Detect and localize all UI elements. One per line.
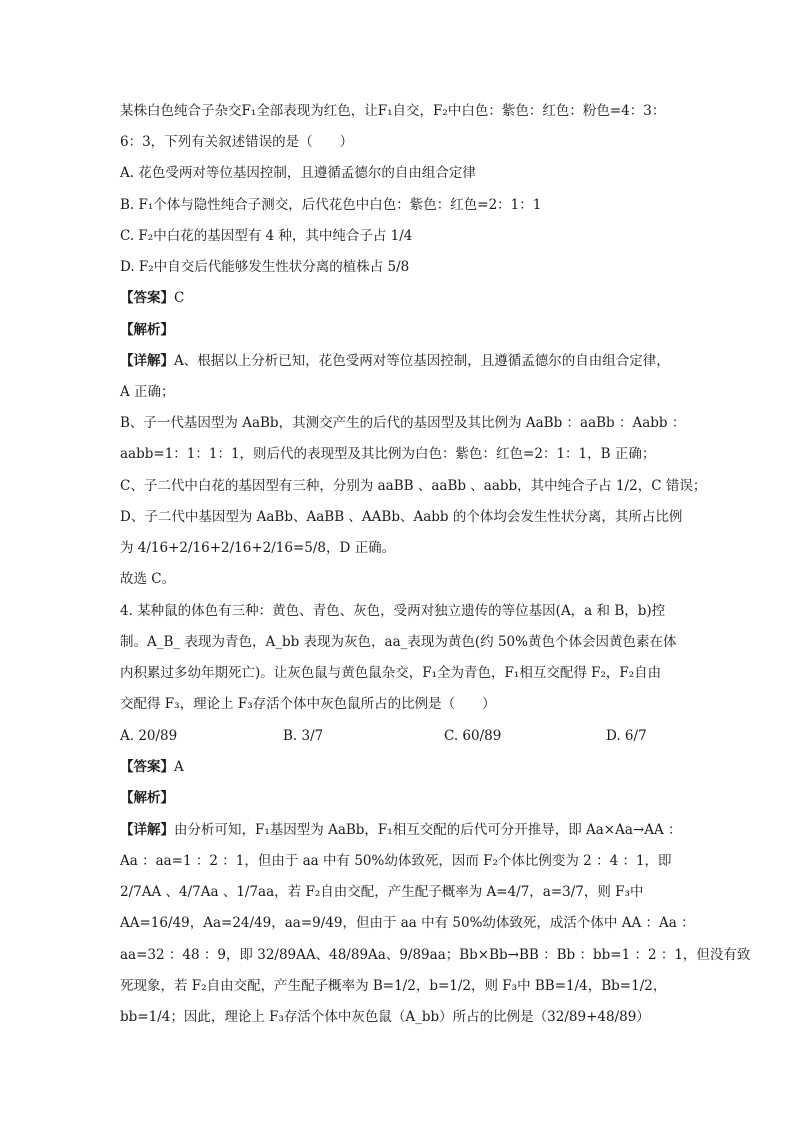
q4-explanation-line-4: AA=16/49，Aa=24/49，aa=9/49，但由于 aa 中有 50%幼体致死，成活个体中 AA ：Aa ： bbox=[120, 915, 695, 931]
q3-explanation-line-2: A 正确； bbox=[120, 384, 175, 400]
q3-detail-tag: 【详解】 bbox=[120, 353, 174, 369]
q4-detail-tag: 【详解】 bbox=[120, 822, 174, 838]
q4-explanation-line-3: 2/7AA 、4/7Aa 、1/7aa，若 F₂自由交配，产生配子概率为 A=4/7，a=3/7，则 F₃中 bbox=[120, 884, 644, 900]
q3-answer-value: C bbox=[174, 290, 185, 306]
q3-stem-line-1: 某株白色纯合子杂交F₁全部表现为红色，让F₁自交，F₂中白色：紫色：红色：粉色=4：3： bbox=[120, 103, 666, 119]
q4-stem-line-3: 内积累过多幼年期死亡)。让灰色鼠与黄色鼠杂交，F₁全为青色，F₁相互交配得 F₂，F₂自由 bbox=[120, 665, 662, 681]
q4-explanation-line-5: aa=32 ：48 ：9，即 32/89AA、48/89Aa、9/89aa；Bb×Bb→BB ：Bb ：bb=1 ：2 ：1，但没有致 bbox=[120, 947, 751, 963]
q3-explanation-line-1 bbox=[120, 351, 670, 371]
q4-option-d: D. 6/7 bbox=[606, 728, 647, 744]
q3-stem-line-2: 6：3，下列有关叙述错误的是（ ） bbox=[120, 134, 354, 150]
q4-option-a: A. 20/89 bbox=[120, 728, 178, 744]
q3-explanation-line-4: aabb=1：1：1：1，则后代的表现型及其比例为白色：紫色：红色=2：1：1，B 正确； bbox=[120, 446, 656, 462]
q3-answer bbox=[120, 288, 184, 308]
q4-explanation-line-6: 死现象，若 F₂自由交配，产生配子概率为 B=1/2，b=1/2，则 F₃中 BB=1/4，Bb=1/2， bbox=[120, 978, 667, 994]
q4-option-c: C. 60/89 bbox=[444, 728, 502, 744]
q4-explanation-line-1 bbox=[120, 820, 682, 840]
q3-answer-tag: 【答案】 bbox=[120, 290, 174, 306]
q4-answer-value: A bbox=[174, 759, 184, 775]
q4-stem-line-2: 制。A_B_ 表现为青色，A_bb 表现为灰色，aa_表现为黄色(约 50%黄色个体会因黄色素在体 bbox=[120, 634, 677, 650]
q4-explanation-line-2: Aa ：aa=1 ：2 ：1，但由于 aa 中有 50%幼体致死，因而 F₂个体比例变为 2 ：4 ：1，即 bbox=[120, 853, 672, 869]
q4-answer-tag: 【答案】 bbox=[120, 759, 174, 775]
q4-stem-line-1: 4. 某种鼠的体色有三种：黄色、青色、灰色，受两对独立遗传的等位基因(A，a 和 B，b)控 bbox=[120, 603, 666, 619]
q4-explanation-text-1: 由分析可知，F₁基因型为 AaBb，F₁相互交配的后代可分开推导，即 Aa×Aa→AA ： bbox=[174, 822, 682, 838]
q4-analysis-tag: 【解析】 bbox=[120, 790, 174, 806]
q3-option-c: C. F₂中白花的基因型有 4 种，其中纯合子占 1/4 bbox=[120, 228, 413, 244]
q4-stem-line-4: 交配得 F₃，理论上 F₃存活个体中灰色鼠所占的比例是（ ） bbox=[120, 696, 496, 712]
q3-option-b: B. F₁个体与隐性纯合子测交，后代花色中白色：紫色：红色=2：1：1 bbox=[120, 197, 542, 213]
q4-explanation-line-7: bb=1/4；因此，理论上 F₃存活个体中灰色鼠（A_bb）所占的比例是（32/89+48/89） bbox=[120, 1009, 650, 1025]
q4-option-b: B. 3/7 bbox=[283, 728, 324, 744]
q3-explanation-line-5: C、子二代中白花的基因型有三种，分别为 aaBB 、aaBb 、aabb，其中纯合子占 1/2，C 错误； bbox=[120, 478, 707, 494]
q3-explanation-line-6: D、子二代中基因型为 AaBb、AaBB 、AABb、Aabb 的个体均会发生性状分离，其所占比例 bbox=[120, 509, 683, 525]
q3-explanation-text-1: A、根据以上分析已知，花色受两对等位基因控制，且遵循孟德尔的自由组合定律， bbox=[174, 353, 670, 369]
q4-answer bbox=[120, 757, 184, 777]
q3-explanation-line-7: 为 4/16+2/16+2/16+2/16=5/8，D 正确。 bbox=[120, 540, 396, 556]
q3-option-a: A. 花色受两对等位基因控制，且遵循孟德尔的自由组合定律 bbox=[120, 165, 476, 181]
q3-option-d: D. F₂中自交后代能够发生性状分离的植株占 5/8 bbox=[120, 259, 410, 275]
q3-explanation-line-8: 故选 C。 bbox=[120, 571, 176, 587]
q3-explanation-line-3: B、子一代基因型为 AaBb，其测交产生的后代的基因型及其比例为 AaBb ：aaBb ：Aabb ： bbox=[120, 415, 686, 431]
q3-analysis-tag: 【解析】 bbox=[120, 322, 174, 338]
